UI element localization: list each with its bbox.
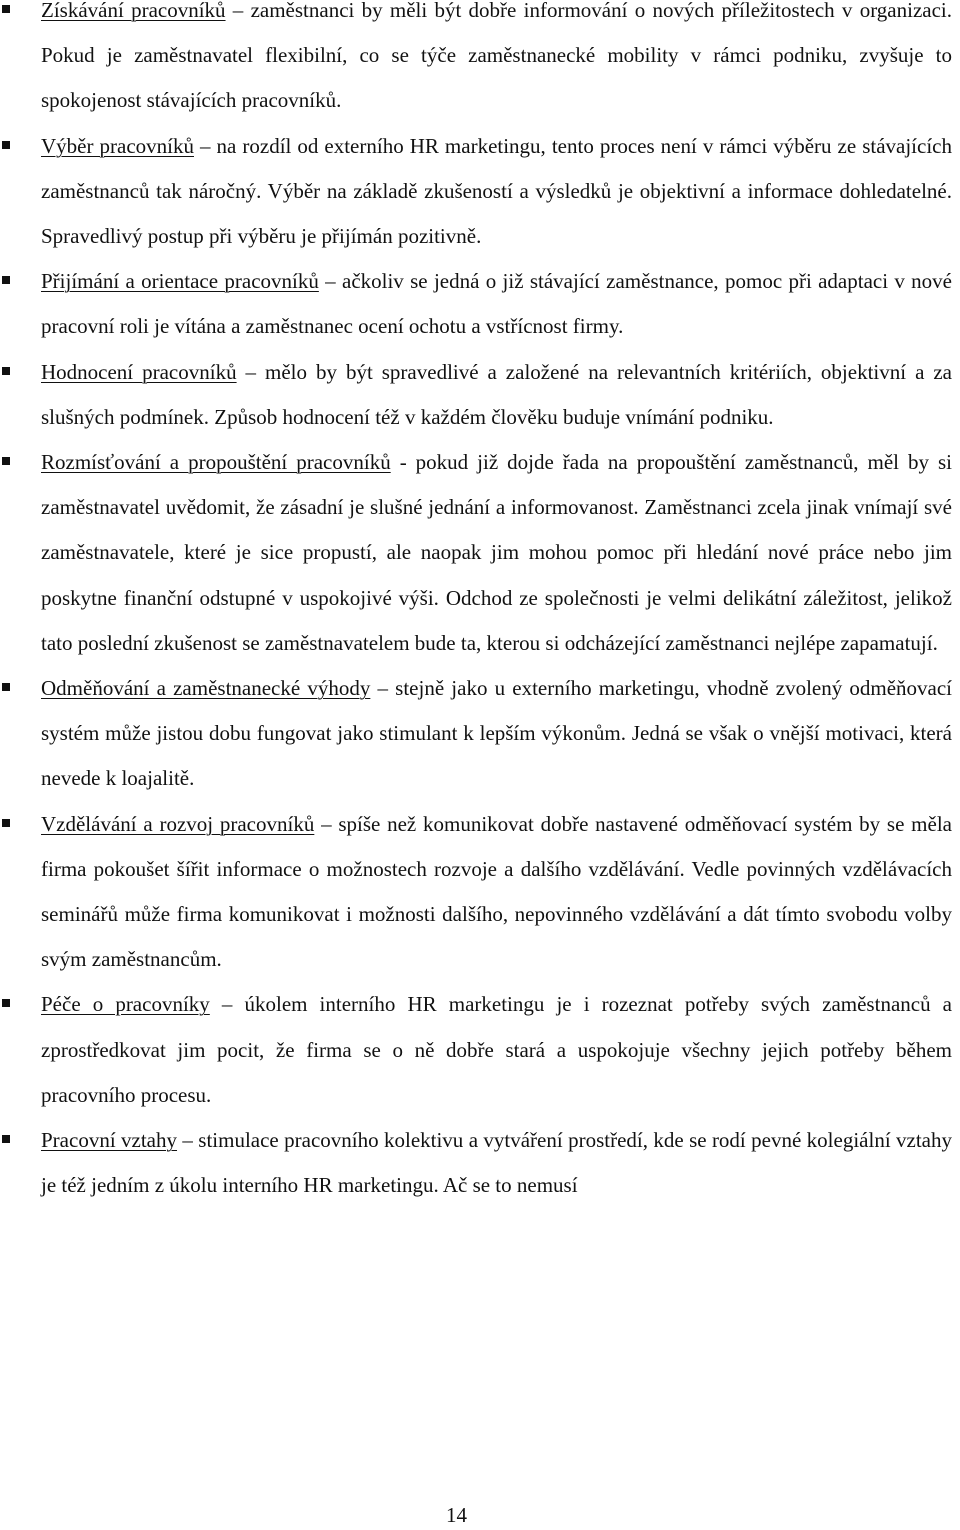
item-text: pokud již dojde řada na propouštění zaměstnanců, měl by si zaměstnavatel uvědomit, že zásadní je slušné jednání a informovanost. Zaměstnanci zcela jinak vnímají své zaměstnavatele, které je sice propustí, ale naopak jim mohou pomoc při hledání nové práce nebo jim poskytne finanční odstupné v uspokojivé výši. Odchod ze společnosti je velmi delikátní záležitost, jelikož tato poslední zkušenost se zaměstnavatelem bude ta, kterou si odcházející zaměstnanci nejlépe zapamatují. (41, 450, 952, 655)
list-item-ziskavani (0, 0, 960, 124)
list-item-prijimani (0, 259, 960, 349)
term-rozmistovani: Rozmísťování a propouštění pracovníků (41, 450, 391, 475)
list-item-pece (0, 982, 960, 1118)
term-hodnoceni: Hodnocení pracovníků (41, 359, 237, 384)
item-text: stejně jako u externího marketingu, vhodně zvolený odměňovací systém může jistou dobu fungovat jako stimulant k lepším výkonům. Jedná se však o vnější motivaci, která nevede k loajalitě. (41, 676, 953, 791)
square-bullet-icon (2, 457, 10, 465)
square-bullet-icon (2, 5, 10, 13)
list-item-hodnoceni (0, 350, 960, 440)
separator: – (177, 1128, 199, 1153)
list-item-rozmistovani (0, 440, 960, 666)
separator: – (193, 133, 217, 158)
term-vzdelavani: Vzdělávání a rozvoj pracovníků (41, 811, 315, 836)
separator: – (370, 676, 396, 701)
term-vyber: Výběr pracovníků (41, 133, 194, 158)
square-bullet-icon (2, 276, 10, 284)
item-text: spíše než komunikovat dobře nastavené odměňovací systém by se měla firma pokoušet šířit informace o možnostech rozvoje a dalšího vzdělávání. Vedle povinných vzdělávacích seminářů může firma komunikovat i možnosti dalšího, nepovinného vzdělávání a dát tímto svobodu volby svým zaměstnancům. (41, 811, 952, 972)
term-pece: Péče o pracovníky (41, 992, 210, 1017)
item-text: stimulace pracovního kolektivu a vytváření prostředí, kde se rodí pevné kolegiální vztahy je též jedním z úkolu interního HR marketingu. Ač se to nemusí (41, 1128, 953, 1198)
square-bullet-icon (2, 141, 10, 149)
term-prijimani: Přijímání a orientace pracovníků (41, 269, 319, 294)
item-text: ačkoliv se jedná o již stávající zaměstnance, pomoc při adaptaci v nové pracovní roli je vítána a zaměstnanec ocení ochotu a vstřícnost firmy. (41, 269, 953, 339)
square-bullet-icon (2, 367, 10, 375)
list-item-vzdelavani (0, 802, 960, 983)
separator: – (236, 359, 266, 384)
page-number: 14 (446, 1503, 467, 1527)
separator: - (390, 450, 416, 475)
square-bullet-icon (2, 1135, 10, 1143)
item-text: úkolem interního HR marketingu je i rozeznat potřeby svých zaměstnanců a zprostředkovat jim pocit, že firma se o ně dobře stará a uspokojuje všechny jejich potřeby během pracovního procesu. (41, 992, 952, 1107)
separator: – (225, 0, 251, 22)
list-item-vyber (0, 124, 960, 260)
square-bullet-icon (2, 683, 10, 691)
item-text: na rozdíl od externího HR marketingu, tento proces není v rámci výběru ze stávajících zaměstnanců tak náročný. Výběr na základě zkušeností a výsledků je objektivní a informace dohledatelné. Spravedlivý postup při výběru je přijímán pozitivně. (41, 133, 952, 249)
square-bullet-icon (2, 999, 10, 1007)
term-ziskavani: Získávání pracovníků (41, 0, 226, 22)
item-text: zaměstnanci by měli být dobře informování o nových příležitostech v organizaci. Pokud je zaměstnavatel flexibilní, co se týče zaměstnanecké mobility v rámci podniku, zvyšuje to spokojenost stávajících pracovníků. (41, 0, 953, 113)
list-item-odmenovani (0, 666, 960, 802)
square-bullet-icon (2, 819, 10, 827)
term-odmenovani: Odměňování a zaměstnanecké výhody (41, 676, 371, 701)
separator: – (209, 992, 245, 1017)
item-text: mělo by být spravedlivé a založené na relevantních kritériích, objektivní a za slušných podmínek. Způsob hodnocení též v každém člověku buduje vnímání podniku. (41, 359, 952, 429)
term-vztahy: Pracovní vztahy (41, 1128, 178, 1153)
separator: – (314, 811, 339, 836)
list-item-vztahy (0, 1118, 960, 1208)
separator: – (318, 269, 342, 294)
